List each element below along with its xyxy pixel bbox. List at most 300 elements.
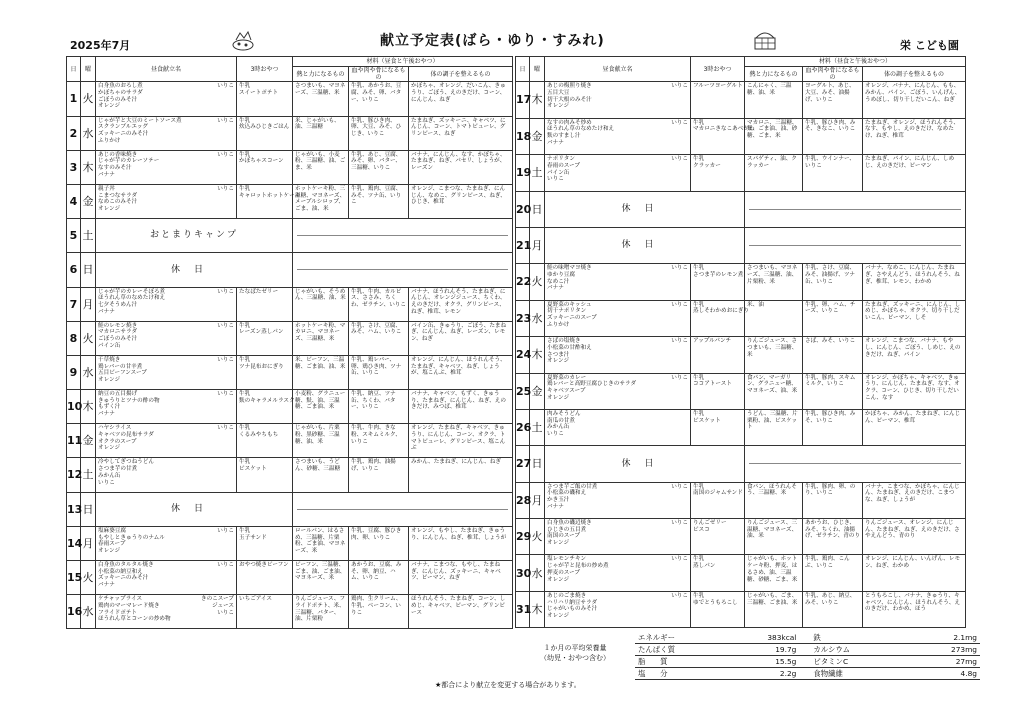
page-title: 献立予定表(ばら・ゆり・すみれ): [380, 33, 605, 49]
menu-item: 押麦のスープ: [547, 569, 581, 576]
day-row: [67, 526, 513, 560]
materials-yellow: あかうお、ひじき、みそ、ちくわ、油揚げ、ゼラチン、青のり: [803, 519, 863, 555]
menu-line: [547, 424, 688, 431]
menu-cell: [545, 300, 691, 336]
materials-red: 小麦粉、グラニュー糖、麩、油、三温糖、ごま油、米: [293, 390, 349, 424]
materials-green: たまねぎ、パイン、にんじん、しめじ、えのきだけ、ピーマン: [863, 155, 966, 191]
menu-line: [98, 309, 234, 316]
menu-item: ゆかり豆腐: [547, 272, 575, 279]
snack-item: かぼちゃスコーン: [239, 158, 284, 165]
menu-item: パイン缶: [547, 169, 570, 176]
empty-materials: [293, 253, 513, 287]
menu-side: いりこ: [217, 117, 234, 124]
organization-name: 栄 こども園: [900, 39, 959, 52]
dash-line: [749, 209, 961, 210]
menu-item: 南瓜の甘煮: [547, 417, 575, 424]
menu-line: [98, 575, 234, 582]
menu-side: いりこ: [217, 288, 234, 295]
menu-item: バナナ: [547, 139, 564, 146]
menu-line: [98, 582, 234, 589]
snack-cell: [237, 390, 293, 424]
day-number: 23: [516, 300, 530, 336]
menu-line: [98, 172, 234, 179]
day-row: [516, 591, 966, 627]
menu-line: [547, 593, 688, 600]
day-number: 7: [67, 287, 81, 321]
menu-item: ケチャップライス: [98, 596, 143, 603]
day-row: [67, 355, 513, 389]
snack-item: たなばたゼリー: [239, 288, 279, 295]
menu-side: いりこ: [671, 556, 688, 563]
materials-yellow: 牛乳、納豆、ツナ缶、ちくわ、バター、いりこ: [349, 390, 409, 424]
weekday: 月: [81, 287, 96, 321]
materials-yellow: 牛乳、豚ひき肉、卵、大豆、みそ、ひじき、いりこ: [349, 116, 409, 150]
menu-item: ごぼうのみそ汁: [98, 336, 138, 343]
menu-item: いりこ: [547, 176, 564, 183]
materials-green: りんごジュース、オレンジ、にんじん、たまねぎ、ねぎ、えのきだけ、さやえんどう、青のり: [863, 519, 966, 555]
materials-red: マカロニ、三温糖、麩、ごま油、油、砂糖、ごま、米: [745, 118, 803, 154]
menu-item: 千草焼き: [98, 356, 121, 363]
materials-yellow: 牛乳、あかうお、豆腐、みそ、卵、バター、いりこ: [349, 82, 409, 116]
snack-item: 玉子サンド: [239, 534, 267, 541]
menu-line: [98, 411, 234, 418]
day-number: 6: [67, 253, 81, 287]
materials-red: 米、ビーフン、三温糖、ごま油、油、米: [293, 355, 349, 389]
materials-green: オレンジ、もやし、たまねぎ、きゅうり、にんじん、ねぎ、椎茸、しょうが: [409, 526, 513, 560]
menu-item: オレンジ: [547, 103, 570, 110]
weekday: 火: [81, 321, 96, 355]
snack-item: ビスケット: [239, 466, 267, 473]
menu-item: バナナ: [98, 582, 115, 589]
weekday: 金: [530, 373, 545, 409]
menu-item: あじの梅照り焼き: [547, 83, 592, 90]
col-day: 日: [516, 57, 530, 82]
day-number: 14: [67, 526, 81, 560]
snack-cell: [691, 300, 749, 336]
snack-item: ビスケット: [693, 417, 721, 424]
menu-item: 切干大根のみそ汁: [547, 96, 592, 103]
col-menu: 昼食献立名: [545, 57, 691, 82]
menu-item: 夏野菜のカレー: [547, 374, 587, 381]
weekday: 水: [81, 595, 96, 629]
menu-item: さつま汁: [547, 351, 570, 358]
menu-cell: [545, 519, 691, 555]
menu-side: いりこ: [217, 185, 234, 192]
menu-line: [547, 358, 688, 365]
nutrition-label: １か月の平均栄養量 （幼児・おやつ含む）: [540, 644, 610, 662]
menu-line: [547, 315, 688, 322]
day-number: 31: [516, 591, 530, 627]
menu-item: 白身魚の磯辺焼き: [547, 520, 592, 527]
snack-item: 牛乳: [693, 410, 705, 417]
menu-line: [98, 541, 234, 548]
materials-red: じゃがいも、小麦粉、三温糖、油、ごま、米: [293, 150, 349, 184]
menu-item: ズッキーニのみそ汁: [98, 575, 149, 582]
day-row: [516, 300, 966, 336]
snack-item: 牛乳: [693, 374, 705, 381]
menu-item: あじのごま焼き: [547, 592, 587, 599]
menu-cell: [96, 390, 237, 424]
menu-item: 五目大豆: [547, 90, 570, 97]
menu-line: [547, 388, 688, 395]
snack-cell: [691, 373, 745, 409]
menu-item: オクラのスープ: [98, 438, 137, 445]
weekday: 金: [81, 184, 96, 218]
menu-side: いりこ: [671, 265, 688, 272]
materials-green: かぼちゃ、みかん、たまねぎ、にんじん、ピーマン、椎茸: [863, 409, 966, 445]
menu-item: 肉みそうどん: [547, 410, 581, 417]
weekday: 日: [81, 253, 96, 287]
holiday-label: 休日: [545, 227, 745, 263]
day-number: 4: [67, 184, 81, 218]
day-row: [67, 184, 513, 218]
menu-cell: [96, 321, 237, 355]
menu-line: [547, 411, 688, 418]
menu-item: 夏野菜のキッシュ: [547, 301, 592, 308]
menu-side: いりこ: [671, 338, 688, 345]
day-row: [67, 424, 513, 458]
materials-yellow: 牛乳、豚肉、卵、のり、いりこ: [803, 482, 863, 518]
cooking-illustration-icon: [230, 30, 256, 52]
day-row: [516, 373, 966, 409]
menu-side: いりこ: [671, 374, 688, 381]
dash-line: [297, 269, 508, 270]
materials-red: ホットケーキ粉、三温糖、マヨネーズ、メープルシロップ、ごま、油、米: [293, 184, 349, 218]
menu-line: [547, 520, 688, 527]
holiday-label: 休日: [545, 446, 745, 482]
snack-cell: [691, 337, 745, 373]
menu-item: 塩レモンチキン: [547, 556, 587, 563]
menu-item: 白身魚のタルタル焼き: [98, 562, 154, 568]
weekday: 水: [81, 116, 96, 150]
day-number: 9: [67, 355, 81, 389]
materials-green: ほうれんそう、たまねぎ、コーン、しめじ、キャベツ、ピーマン、グリンピース: [409, 595, 513, 629]
dash-line: [749, 463, 961, 464]
snack-item: りんごゼリー: [693, 520, 727, 527]
menu-item: バナナ: [98, 308, 115, 315]
menu-item: オレンジ: [98, 103, 121, 110]
snack-item: 牛乳: [239, 356, 251, 363]
snack-item: 牛乳: [239, 425, 251, 432]
materials-yellow: 牛乳、牛肉、きな粉、スキムミルク、いりこ: [349, 424, 409, 458]
snack-item: キャロットホットケーキ: [239, 192, 301, 199]
menu-item: ハヤシライス: [98, 425, 132, 432]
day-row: [67, 561, 513, 595]
menu-line: [98, 377, 234, 384]
menu-line: [98, 90, 234, 97]
day-number: 22: [516, 264, 530, 300]
menu-side: いりこ: [217, 527, 234, 534]
snack-item: 牛乳: [239, 117, 251, 124]
menu-cell: [545, 591, 691, 627]
snack-item: くるみやちもち: [239, 431, 279, 438]
weekday: 木: [530, 337, 545, 373]
materials-green: たまねぎ、オレンジ、ほうれんそう、なす、もやし、えのきだけ、なめたけ、ねぎ、椎茸: [863, 118, 966, 154]
col-dow: 曜: [81, 57, 96, 82]
col-materials: 材料（昼食と午後おやつ）: [745, 57, 966, 67]
menu-item: なめこ汁: [547, 278, 570, 285]
menu-item: オレンジ: [547, 358, 570, 365]
menu-side: いりこ: [217, 151, 234, 158]
day-number: 15: [67, 561, 81, 595]
materials-green: たまねぎ、ズッキーニ、キャベツ、にんじん、コーン、トマトピューレ、グリンピース、ねぎ: [409, 116, 513, 150]
materials-red: りんごジュース、フライドポテト、米、三温糖、バター、油、片栗粉: [293, 595, 349, 629]
snack-cell: [691, 591, 745, 627]
menu-line: [547, 497, 688, 504]
menu-side: いりこ: [217, 562, 234, 568]
materials-red: りんごジュース、三温糖、マヨネーズ、油、米: [745, 519, 803, 555]
weekday: 火: [81, 561, 96, 595]
menu-item: 鮭の味噌マヨ焼き: [547, 265, 592, 272]
day-row: [67, 150, 513, 184]
empty-materials: [293, 492, 513, 526]
weekday: 金: [81, 424, 96, 458]
menu-item: 親子丼: [98, 185, 115, 192]
menu-item: ごぼうのみそ汁: [98, 96, 138, 103]
menu-cell: [545, 118, 691, 154]
snack-cell: [691, 82, 745, 118]
snack-item: おやつ焼きビーフン: [239, 562, 289, 568]
menu-item: 五目ビーフンスープ: [98, 370, 147, 377]
day-number: 29: [516, 519, 530, 555]
menu-line: [98, 603, 234, 610]
menu-item: あじの香味焼き: [98, 151, 138, 158]
dash-line: [749, 245, 961, 246]
menu-side: いりこ: [217, 322, 234, 329]
menu-line: [547, 563, 688, 570]
weekday: 水: [81, 355, 96, 389]
menu-table-left: [66, 56, 513, 629]
menu-item: ふりかけ: [547, 321, 570, 328]
menu-item: 南国のスープ: [547, 533, 581, 540]
day-number: 20: [516, 191, 530, 227]
materials-red: さつまいも、マヨネーズ、三温糖、米: [293, 82, 349, 116]
menu-item: オレンジ: [98, 376, 121, 383]
nutrition-row: たんぱく質 19.7g カルシウム 273mg: [635, 644, 980, 656]
menu-item: パイン缶: [98, 342, 121, 349]
materials-red: ホットケーキ粉、マカロニ、マヨネーズ、三温糖、米: [293, 321, 349, 355]
menu-item: なすの肉みそ炒め: [547, 119, 592, 126]
snack-item: 蒸しパン: [693, 563, 716, 570]
snack-item: ビスコ: [693, 526, 710, 533]
menu-cell: [96, 561, 237, 595]
snack-item: 牛乳: [693, 483, 705, 490]
menu-item: さつま芋の甘煮: [98, 466, 138, 473]
col-day: 日: [67, 57, 81, 82]
weekday: 火: [81, 82, 96, 116]
materials-red: スパゲティ、油、クラッカー: [745, 155, 803, 191]
snack-item: 牛乳: [693, 156, 705, 163]
menu-item: 鶏肉のマーマレード焼き: [98, 602, 160, 609]
snack-item: 牛乳: [239, 391, 251, 398]
day-number: 26: [516, 409, 530, 445]
menu-line: [98, 596, 234, 603]
menu-side: いりこ: [671, 483, 688, 490]
materials-red: 米、油: [745, 300, 803, 336]
menu-line: [98, 131, 234, 138]
col-green: 体の調子を整えるもの: [863, 67, 966, 82]
menu-line: [98, 165, 234, 172]
menu-line: [547, 176, 688, 183]
day-number: 17: [516, 82, 530, 118]
snack-cell: [237, 595, 293, 629]
snack-item: フルーツヨーグルト: [693, 83, 743, 90]
menu-item: いりこ: [98, 479, 115, 486]
menu-item: バナナ: [547, 503, 564, 510]
empty-materials: [293, 219, 513, 253]
snack-cell: [237, 526, 293, 560]
snack-cell: [691, 264, 745, 300]
menu-cell: [545, 82, 691, 118]
menu-item: 鶏レバーの甘辛煮: [98, 363, 143, 370]
menu-item: 冷やしてぎつねうどん: [98, 459, 154, 466]
materials-red: じゃがいも、ホットケーキ粉、押麦、はるさめ、油、三温糖、砂糖、ごま、米: [745, 555, 803, 591]
menu-item: もやしときゅうりのナムル: [98, 534, 165, 541]
day-number: 28: [516, 482, 530, 518]
weekday: 日: [81, 492, 96, 526]
materials-red: 食パン、マーガリン、グラニュー糖、マヨネーズ、油、米: [745, 373, 803, 409]
materials-red: じゃがいも、片栗粉、黒砂糖、三温糖、油、米: [293, 424, 349, 458]
menu-side: いりこ: [217, 356, 234, 363]
menu-cell: [96, 82, 237, 116]
snack-cell: [237, 82, 293, 116]
menu-item: オレンジ: [547, 540, 570, 547]
menu-item: ナポリタン: [547, 156, 575, 163]
materials-green: オレンジ、こまつな、バナナ、もやし、にんじん、ごぼう、しめじ、えのきだけ、ねぎ、パイン: [863, 337, 966, 373]
menu-item: ほうれん草とコーンの炒め物: [98, 616, 171, 623]
snack-item: マカロニきなこあべかわ: [693, 126, 755, 133]
menu-line: [98, 302, 234, 309]
day-row: [67, 82, 513, 116]
menu-cell: [545, 337, 691, 373]
menu-item: ほうれん草のなめたけ和え: [547, 126, 615, 133]
menu-line: [547, 606, 688, 613]
menu-side: いりこ: [217, 83, 234, 90]
menu-item: オレンジ: [547, 394, 570, 401]
menu-line: [98, 480, 234, 487]
menu-line: [547, 133, 688, 140]
day-row: [67, 287, 513, 321]
materials-yellow: 牛乳、鶏レバー、卵、鶏ひき肉、ツナ缶、いりこ: [349, 355, 409, 389]
materials-green: とうもろこし、バナナ、きゅうり、キャベツ、にんじん、ほうれんそう、えのきだけ、わかめ、ほう: [863, 591, 966, 627]
weekday: 水: [530, 300, 545, 336]
materials-green: バナナ、こまつな、かぼちゃ、にんじん、たまねぎ、えのきだけ、こまつな、ねぎ、しょうが: [863, 482, 966, 518]
weekday: 月: [530, 482, 545, 518]
menu-side: いりこ: [671, 592, 688, 599]
weekday: 土: [81, 219, 96, 253]
day-number: 12: [67, 458, 81, 492]
menu-item: ひじきの五目煮: [547, 526, 587, 533]
menu-item: 納豆の五目揚げ: [98, 391, 138, 398]
day-number: 1: [67, 82, 81, 116]
menu-line: [98, 445, 234, 452]
snack-item: 牛乳: [239, 151, 251, 158]
menu-item: バナナ: [98, 411, 115, 418]
menu-line: [547, 504, 688, 511]
snack-item: 炊込みひじきごはん: [239, 124, 290, 131]
snack-item: いちごアイス: [239, 596, 273, 603]
menu-line: [98, 616, 234, 623]
materials-green: バナナ、ほうれんそう、たまねぎ、にんじん、オレンジジュース、ちくわ、えのきだけ、オクラ、グリンピース、ねぎ、椎茸、レモン: [409, 287, 513, 321]
menu-cell: [545, 482, 691, 518]
menu-line: [547, 140, 688, 147]
materials-green: かぼちゃ、オレンジ、だいこん、きゅうり、ごぼう、えのきだけ、コーン、にんじん、ねぎ: [409, 82, 513, 116]
materials-green: バナナ、キャベツ、もずく、きゅうり、たまねぎ、にんじん、ねぎ、えのきだけ、みつば、椎茸: [409, 390, 513, 424]
menu-item: 小松菜の甘酢和え: [547, 344, 592, 351]
snack-item: レーズン蒸しパン: [239, 329, 284, 336]
materials-yellow: 牛乳、さけ、豆腐、みそ、ハム、いりこ: [349, 321, 409, 355]
snack-cell: [691, 482, 745, 518]
materials-yellow: 牛乳、あじ、納豆、みそ、いりこ: [803, 591, 863, 627]
materials-yellow: 鶏肉、生クリーム、牛乳、ベーコン、いりこ: [349, 595, 409, 629]
menu-cell: [96, 355, 237, 389]
menu-line: [547, 431, 688, 438]
menu-item: もずく汁: [98, 404, 121, 411]
menu-side: きのこスープ: [200, 596, 234, 603]
dash-line: [297, 509, 508, 510]
menu-line: [98, 562, 234, 569]
menu-item: バナナ: [547, 285, 564, 292]
nutrition-row: 脂 質 15.5g ビタミンC 27mg: [635, 656, 980, 668]
menu-line: [98, 425, 234, 432]
menu-item: バナナ: [98, 171, 115, 178]
menu-line: [547, 540, 688, 547]
materials-yellow: 牛乳、鶏肉、豆腐、みそ、ツナ缶、いりこ: [349, 184, 409, 218]
menu-cell: [96, 287, 237, 321]
menu-item: 鶏レバーと高野豆腐ひじきのサラダ: [547, 381, 637, 388]
menu-item: ズッキーニのみそ汁: [98, 130, 149, 137]
materials-yellow: 牛乳、豚肉、スキムミルク、いりこ: [803, 373, 863, 409]
weekday: 日: [530, 446, 545, 482]
menu-item: きゅうりとツナの酢の物: [98, 397, 160, 404]
col-green: 体の調子を整えるもの: [409, 67, 513, 82]
menu-side: いりこ: [671, 119, 688, 126]
snack-item: 牛乳: [693, 592, 705, 599]
weekday: 火: [530, 519, 545, 555]
menu-cell: [545, 409, 691, 445]
weekday: 土: [530, 409, 545, 445]
materials-green: バナナ、なめこ、にんじん、たまねぎ、さやえんどう、ほうれんそう、ねぎ、椎茸、レモン、わかめ: [863, 264, 966, 300]
day-row: [67, 253, 513, 287]
snack-cell: [237, 561, 293, 595]
materials-yellow: 牛乳、鶏肉、こんぶ、いりこ: [803, 555, 863, 591]
menu-item: マカロニサラダ: [98, 329, 138, 336]
menu-side: いりこ: [671, 520, 688, 527]
menu-item: こまつなサラダ: [98, 192, 138, 199]
menu-item: じゃが芋のカレーソテー: [98, 158, 160, 165]
day-number: 16: [67, 595, 81, 629]
menu-item: オレンジ: [98, 206, 121, 213]
snack-item: 麩のキャラメルラスク: [239, 397, 295, 404]
menu-line: [98, 432, 234, 439]
snack-item: 牛乳: [239, 459, 251, 466]
menu-line: [98, 357, 234, 364]
menu-item: ハリハリ納豆サラダ: [547, 599, 598, 606]
materials-green: みかん、たまねぎ、にんじん、ねぎ: [409, 458, 513, 492]
menu-item: かき玉汁: [547, 497, 570, 504]
materials-red: 米、じゃがいも、油、三温糖: [293, 116, 349, 150]
menu-line: [98, 466, 234, 473]
materials-yellow: 牛乳、鶏肉、油揚げ、いりこ: [349, 458, 409, 492]
materials-red: うどん、三温糖、片栗粉、油、ビスケット: [745, 409, 803, 445]
menu-line: [547, 90, 688, 97]
snack-cell: [237, 116, 293, 150]
materials-green: オレンジ、たまねぎ、キャベツ、きゅうり、にんじん、コーン、オクラ、トマトピューレ、グリンピース、塩こんぶ: [409, 424, 513, 458]
holiday-label: 休日: [545, 191, 745, 227]
menu-line: [547, 395, 688, 402]
snack-item: ココアトースト: [693, 381, 732, 388]
special-event-label: おとまりキャンプ: [96, 219, 293, 253]
